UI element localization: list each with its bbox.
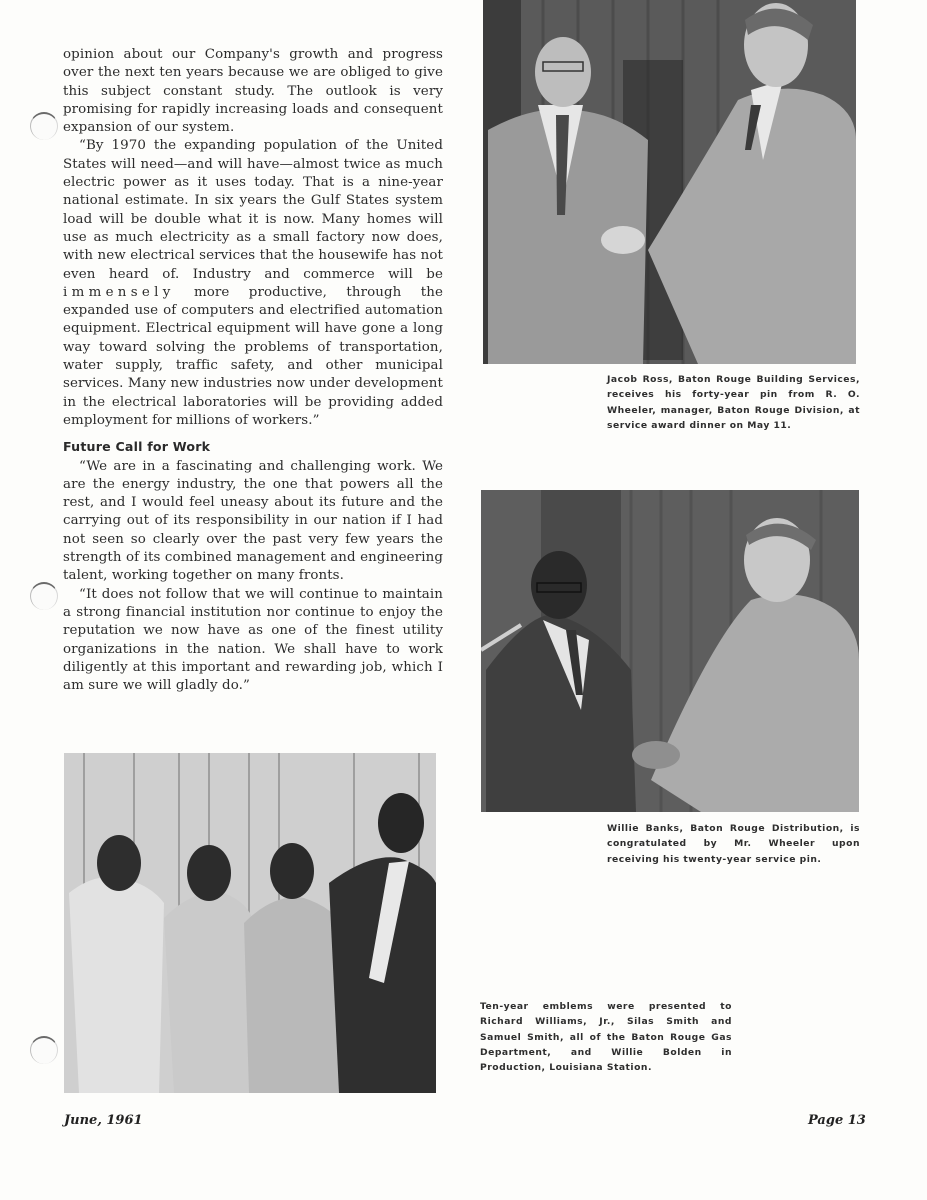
- photo-ten-year-emblems: [64, 753, 436, 1093]
- footer-date: June, 1961: [64, 1113, 143, 1128]
- section-heading: Future Call for Work: [63, 439, 211, 455]
- photo-caption: Jacob Ross, Baton Rouge Building Services, receives his forty-year pin from R. O. Wheeler, manager, Baton Rouge Division, at service award dinner on May 11.: [607, 374, 860, 431]
- article-paragraph: opinion about our Company's growth and progress over the next ten years because we are obliged to give this subject constant study. The outlook is very promising for rapidly increasing loads and consequent expansion of our system.: [63, 47, 443, 136]
- emphasized-word: immensely: [63, 284, 175, 300]
- photo-willie-banks: [481, 490, 859, 812]
- binder-hole-middle: [30, 582, 58, 610]
- article-paragraph: “We are in a fascinating and challenging work. We are the energy industry, the one that powers all the rest, and I would feel uneasy about its future and the carrying out of its responsibility in our nation if I had not seen so clearly over the past very few years the strength of its combined management and engineering talent, working together on many fronts.: [63, 458, 443, 584]
- footer-page-number: Page 13: [808, 1113, 866, 1128]
- binder-hole-bottom: [30, 1036, 58, 1064]
- binder-hole-top: [30, 112, 58, 140]
- article-body: [63, 46, 443, 695]
- photo-caption: Willie Banks, Baton Rouge Distribution, is congratulated by Mr. Wheeler upon receiving his twenty-year service pin.: [607, 823, 860, 865]
- article-paragraph: “By 1970 the expanding population of the United States will need—and will have—almost twice as much electric power as it uses today. That is a nine-year national estimate. In six years the Gulf States system load will be double what it is now. Many homes will use as much electricity as a small factory now does, with new electrical services that the housewife has not even heard of. Industry and commerce will be immensely more productive, through the expanded use of computers and electrified automation equipment. Electrical equipment will have gone a long way toward solving the problems of transportation, water supply, traffic safety, and other municipal services. Many new industries now under development in the electrical laboratories will be providing added employment for millions of workers.”: [63, 138, 443, 428]
- article-paragraph: “It does not follow that we will continue to maintain a strong financial institution nor continue to enjoy the reputation we now have as one of the finest utility organizations in the nation. We shall have to work diligently at this important and rewarding job, which I am sure we will gladly do.”: [63, 586, 443, 694]
- photo-caption: Ten-year emblems were presented to Richard Williams, Jr., Silas Smith and Samuel Smith, all of the Baton Rouge Gas Department, and Willie Bolden in Production, Louisiana Station.: [480, 1001, 732, 1074]
- photo-jacob-ross: [483, 0, 856, 364]
